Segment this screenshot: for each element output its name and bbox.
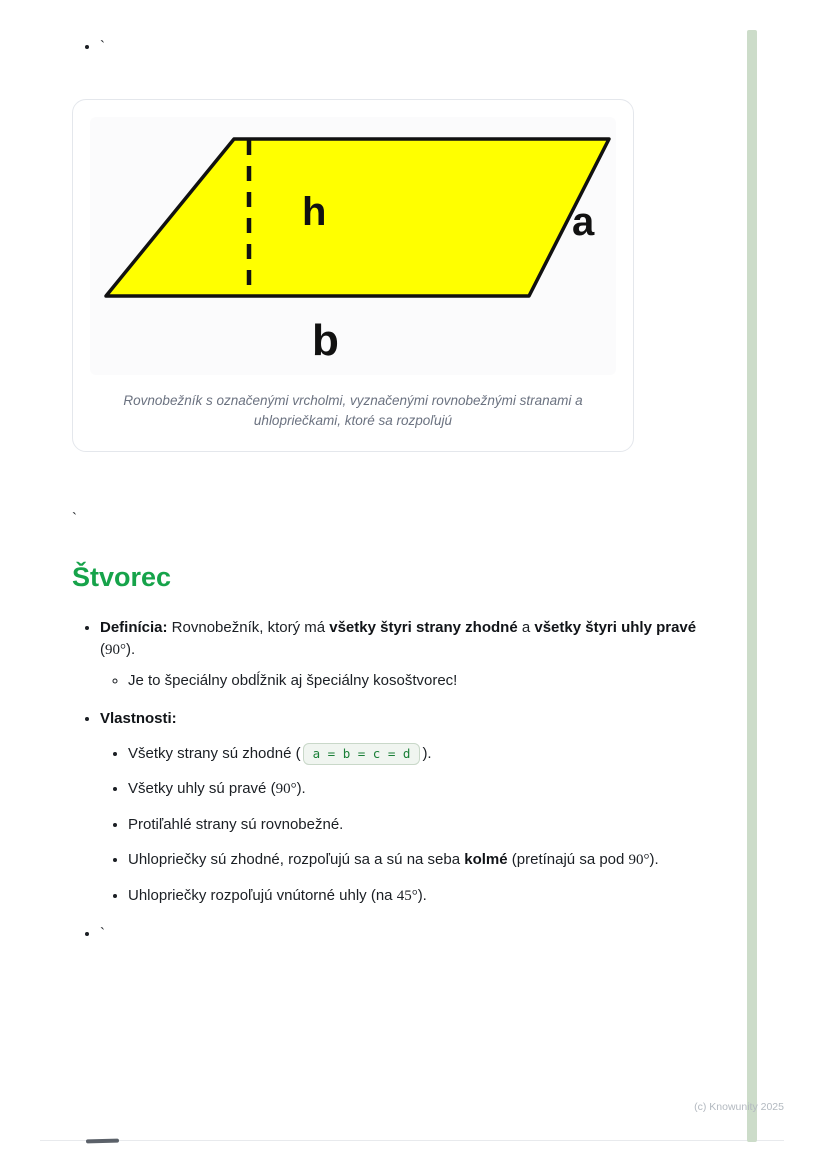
figure-card [72,99,634,453]
properties-label: Vlastnosti: [100,710,177,728]
parallelogram-shape [106,139,609,296]
property-4-text-1: Uhlopriečky sú zhodné, rozpoľujú sa a sú na seba [128,851,465,869]
definition-text-3: ( [100,641,105,659]
label-a: a [572,199,595,244]
property-5-degree: 45° [396,887,418,904]
property-item-parallel [128,814,712,837]
property-2-degree: 90° [275,781,297,798]
page-edge-bar [747,30,757,1142]
equation-chip: a = b = c = d [303,743,421,765]
bottom-tick-item [100,923,712,946]
property-2-text-2: ). [296,780,306,798]
definition-note: Je to špeciálny obdĺžnik aj špeciálny kosoštvorec! [128,671,458,689]
definition-bold-2: všetky štyri uhly pravé [534,618,697,636]
property-item-bisect [128,885,712,908]
label-h: h [302,189,327,234]
content-list [72,617,712,946]
property-5-text-1: Uhlopriečky rozpoľujú vnútorné uhly (na [128,886,397,904]
page-bottom-mark [86,1139,119,1144]
property-2-text-1: Všetky uhly sú pravé ( [128,780,276,798]
page-bottom-edge [40,1140,784,1141]
definition-sublist [100,670,712,693]
property-1-text-1: Všetky strany sú zhodné ( [128,744,301,762]
backtick-text: ` [100,38,105,55]
property-item-diagonals [128,849,712,872]
backtick-text-bottom: ` [100,925,105,943]
property-item-angles [128,778,712,801]
definition-item [100,617,712,693]
top-bullet-list [72,36,712,59]
section-title: Štvorec [72,561,172,592]
property-4-bold: kolmé [464,851,508,869]
figure-caption: Rovnobežník s označenými vrcholmi, vyznačenými rovnobežnými stranami a uhlopriečkami, ktoré sa rozpoľujú [123,392,583,428]
definition-label: Definícia: [100,618,168,636]
parallelogram-image [90,117,616,375]
properties-sublist [100,743,712,908]
definition-text-2: a [517,618,535,636]
definition-degree: 90° [105,642,126,659]
label-b: b [312,315,339,365]
property-1-text-2: ). [422,744,432,762]
property-4-text-3: ). [649,851,659,869]
definition-text-1: Rovnobežník, ktorý má [167,618,330,636]
definition-bold-1: všetky štyri strany zhodné [329,618,518,636]
parallelogram-svg [90,117,616,375]
property-5-text-2: ). [417,886,427,904]
property-item-sides [128,743,712,766]
list-item-top-tick [100,36,712,59]
definition-note-item [128,670,712,693]
property-4-degree: 90° [628,852,650,869]
stray-backtick: ` [72,510,77,527]
property-4-text-2: (pretínajú sa pod [507,851,629,869]
definition-text-4: ). [126,641,136,659]
footer-credit: (c) Knowunity 2025 [694,1101,784,1113]
properties-item [100,708,712,907]
property-3-text-1: Protiľahlé strany sú rovnobežné. [128,815,344,833]
